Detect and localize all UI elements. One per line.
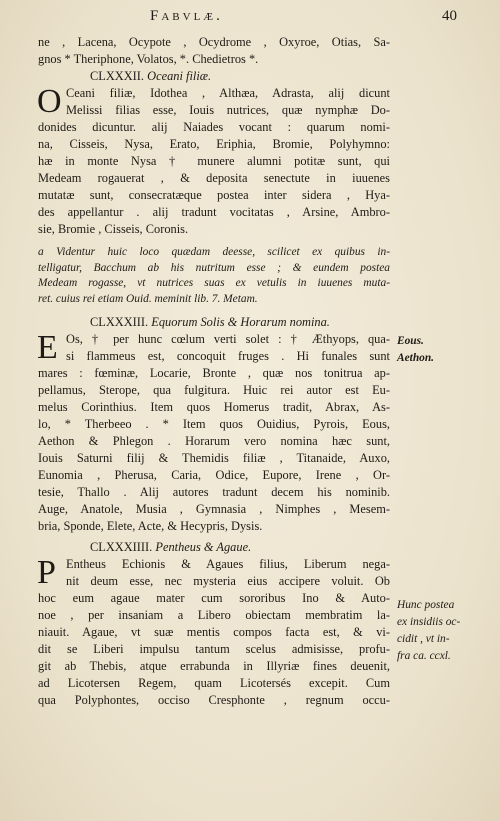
margin-line: Hunc postea — [397, 599, 455, 611]
text-line: noe , per insaniam a Libero obiectam membratim la- — [38, 608, 390, 622]
fable-title: Oceani filiæ. — [147, 69, 212, 83]
text-line: na, Cisseis, Nysa, Erato, Eriphia, Bromie, Polyhymno: — [38, 137, 390, 151]
running-title: Fabvlæ. — [150, 8, 223, 24]
text-line: Ceani filiæ, Idothea , Althæa, Adrasta, alij dicunt — [66, 86, 390, 100]
page-header — [0, 8, 500, 30]
drop-cap: O — [37, 83, 62, 120]
margin-note-pentheus — [397, 597, 460, 665]
text-line: dit se Liberi impulsu tantum scelus admisisse, profu- — [38, 642, 390, 656]
margin-line: fra ca. ccxl. — [397, 650, 451, 662]
text-line: bria, Sponde, Elete, Acte, & Hecypris, Dysis. — [38, 519, 263, 533]
text-line: nit deum esse, nec mysteria eius accipere voluit. Ob — [66, 574, 390, 588]
text-line: ad Licotersen Regem, quam Licotersés excepit. Cum — [38, 676, 390, 690]
text-line: qua Polyphontes, occiso Cresphonte , regnum occu- — [38, 693, 390, 707]
note-line: Medeam rogasse, vt nutrices suas ex vetulis in iuuenes muta- — [38, 277, 390, 289]
drop-cap: E — [37, 329, 58, 366]
text-line: hoc eum agaue mater cum sororibus Ino & Auto- — [38, 591, 390, 605]
text-line: donides dicuntur. alij Naiades vocant : quarum nomi- — [38, 120, 390, 134]
text-line: ne , Lacena, Ocypote , Ocydrome , Oxyroe, Otias, Sa- — [38, 35, 390, 49]
text-line: tesie, Thallo . Alij autores tradunt decem his nominib. — [38, 485, 390, 499]
text-line: gnos * Theriphone, Volatos, *. Chedietros *. — [38, 52, 259, 66]
text-line: Os, † per hunc cœlum verti solet : † Æthyops, qua- — [66, 332, 390, 346]
text-line: des appellantur . alij tradunt vocitatas , Arsine, Ambro- — [38, 205, 390, 219]
margin-note-horses — [397, 333, 434, 367]
text-line: Entheus Echionis & Agaues filius, Liberum nega- — [66, 557, 390, 571]
text-line: Medeam rogauerat , & deposita senectute in iuuenes — [38, 171, 390, 185]
text-line: mares : fœminæ, Locarie, Bronte , quæ nos tonitrua ap- — [38, 366, 390, 380]
fable-title: Equorum Solis & Horarum nomina. — [151, 315, 330, 329]
page-number: 40 — [442, 8, 457, 24]
fable-heading — [38, 68, 390, 85]
main-text — [38, 34, 390, 709]
text-line: Eunomia , Pherusa, Caria, Odice, Eupore, Irene , Or- — [38, 468, 390, 482]
fable-paragraph — [38, 85, 390, 238]
text-line: mutatæ sunt, consecratæque postea inter sidera , Hya- — [38, 188, 390, 202]
fable-number: CLXXXIIII. — [90, 540, 153, 554]
margin-line: Aethon. — [397, 352, 435, 364]
text-line: niauit. Agaue, vt suæ mentis compos facta est, & vi- — [38, 625, 390, 639]
fable-title: Pentheus & Agaue. — [155, 540, 252, 554]
text-line: Auge, Anatole, Musia , Gymnasia , Nimphes , Mesem- — [38, 502, 390, 516]
text-line: Aethon & Phlegon . Horarum vero nomina hæc sunt, — [38, 434, 390, 448]
margin-line: cidit , vt in- — [397, 633, 450, 645]
fable-heading — [38, 539, 390, 556]
margin-line: ex insidiis oc- — [397, 616, 461, 628]
fable-paragraph — [38, 331, 390, 535]
text-line: Iouis Saturni filij & Themidis filiæ , Titanaide, Auxo, — [38, 451, 390, 465]
fable-number: CLXXXIII. — [90, 315, 149, 329]
note-line: a Videntur huic loco quædam deesse, scilicet ex quibus in- — [38, 246, 390, 258]
drop-cap: P — [37, 554, 56, 591]
text-line: Melissi filias esse, Iouis nutrices, quæ nymphæ Do- — [66, 103, 390, 117]
text-line: hæ in monte Nysa † munere alumni potitæ sunt, qui — [38, 154, 390, 168]
text-line: git ab Thebis, atque errabunda in Illyriæ fines deuenit, — [38, 659, 390, 673]
text-line: melus Corinthius. Item quos Homerus tradit, Abrax, As- — [38, 400, 390, 414]
fable-number: CLXXXII. — [90, 69, 145, 83]
text-line: si flammeus est, concoquit fruges . Hi funales sunt — [66, 349, 390, 363]
fable-paragraph — [38, 556, 390, 709]
note-line: ret. cuius rei etiam Ouid. meminit lib. 7. Metam. — [38, 292, 258, 305]
note-line: telligatur, Bacchum ab his nutritum esse ; & eundem postea — [38, 261, 390, 274]
text-line: lo, * Therbeeo . * Item quos Ouidius, Pyrois, Eous, — [38, 417, 390, 431]
text-line: sie, Bromie , Cisseis, Coronis. — [38, 222, 189, 236]
text-line: pellamus, Sterope, qua fulgitura. Huic rei autor est Eu- — [38, 383, 390, 397]
margin-line: Eous. — [397, 335, 424, 347]
footnote — [38, 245, 390, 307]
fable-heading — [38, 314, 390, 331]
